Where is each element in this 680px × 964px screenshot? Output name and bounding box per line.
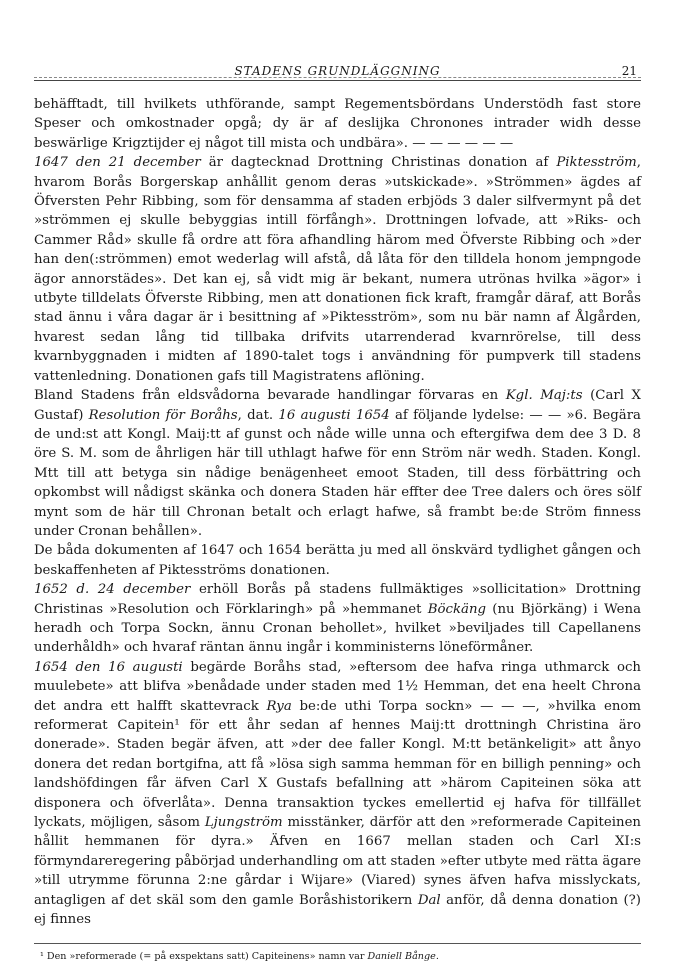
footnote xyxy=(34,950,641,964)
text-run: erhöll Borås på stadens fullmäktiges »sollicitation» Drottning Christinas »Resolution och Förklaringh» på »hemmanet xyxy=(34,582,641,617)
text-run: anför, då denna donation (?) ej finnes xyxy=(34,892,641,928)
footnote-text-after: . xyxy=(435,951,439,963)
body-text xyxy=(34,95,641,929)
paragraph xyxy=(34,658,641,930)
text-run: Bland Stadens från eldsvådorna bevarade handlingar förvaras en xyxy=(34,388,506,404)
page xyxy=(34,58,641,964)
paragraph xyxy=(34,153,641,386)
footnote-text-before: Den »reformerade (= på exspektans satt) Capiteinens» namn var xyxy=(43,951,368,963)
footnote-marker: ¹ xyxy=(40,951,44,963)
footnote-name: Daniell Bånge xyxy=(367,951,436,963)
footnote-divider xyxy=(34,943,641,944)
italic-text: Piktesström xyxy=(556,155,637,171)
text-run: misstänker, därför att den »reformerade Capiteinen hållit hemmanen för dyra.» Äfven en 1667 mellan staden och Carl XI:s förmyndareregering påbörjad underhandling om att staden »efter utbyte med rätta ägare »till utrymme förunna 2:ne gårdar i Wijare» (Viared) synes äfven hafva misslyckats, antagligen af det skäl som den gamle Boråshistorikern xyxy=(34,815,641,908)
italic-text: Rya xyxy=(266,698,292,714)
paragraph xyxy=(34,95,641,153)
running-header xyxy=(34,58,641,81)
italic-text: 16 augusti 1654 xyxy=(278,407,390,423)
italic-text: Resolution för Boråhs xyxy=(88,407,238,423)
paragraph xyxy=(34,580,641,658)
italic-text: 1652 d. 24 december xyxy=(34,582,191,598)
paragraph xyxy=(34,386,641,541)
running-title: STADENS GRUNDLÄGGNING xyxy=(234,64,441,78)
page-number: 21 xyxy=(621,64,637,78)
text-run: behäfftadt, till hvilkets uthförande, sampt Regementsbördans Understödh fast store Speser och omkostnader opgå; dy är af deslijka Chronones intrader widh desse beswärlige Krigztijder ej något till mista och undbära». — — — — — — xyxy=(34,97,641,151)
italic-text: 1654 den 16 augusti xyxy=(34,659,183,675)
text-run: (Carl X Gustaf) xyxy=(34,388,642,423)
paragraph xyxy=(34,541,641,580)
text-run: begärde Boråhs stad, »eftersom dee hafva ringa uthmarck och muulebete» att blifva »benådade under staden med 1½ Hemman, det ena heelt Chrona det andra ett halfft skattevrack xyxy=(34,659,641,714)
italic-text: Dal xyxy=(417,892,441,908)
text-run: af följande lydelse: — — »6. Begära de und:st att Kongl. Maij:tt af gunst och nåde wille unna och eftergifwa dem dee 3 D. 8 öre S. M. som de åhrligen här till uthlagt hafwe för enn Ström när wedh. Staden. Kongl. Mtt till att betyga sin nådige benägenheet emoot Staden, till dess förbättring och opkombst will nådigst skänka och donera Staden här effter dee Tree dalers och öres sölf mynt som de här till Chronan betalt och erlagt hafwe, så frambt be:de Ström finness under Cronan behållen». xyxy=(34,407,641,539)
header-ornamental-rule xyxy=(34,77,641,78)
italic-text: Ljungström xyxy=(204,815,283,831)
text-run: är dagtecknad Drottning Christinas donation af xyxy=(200,155,557,171)
italic-text: Böckäng xyxy=(427,601,487,617)
text-run: , dat. xyxy=(237,407,279,423)
text-run: De båda dokumenten af 1647 och 1654 berätta ju med all önskvärd tydlighet gången och beskaffenheten af Piktesströms donationen. xyxy=(34,543,641,578)
italic-text: 1647 den 21 december xyxy=(34,155,201,171)
text-run: (nu Björkäng) i Wena heradh och Torpa Sockn, ännu Cronan behollet», hvilket »beviljades till Capellanens underhåldh» och hvaraf räntan ännu ingår i komministerns löneförmåner. xyxy=(34,601,641,656)
italic-text: Kgl. Maj:ts xyxy=(505,388,583,404)
text-run: be:de uthi Torpa sockn» — — —, »hvilka enom reformerat Capitein¹ för ett åhr sedan af hennes Maij:tt drottningh Christina äro donerade». Staden begär äfven, att »der dee faller Kongl. M:tt betänkeligit» att ånyo donera det redan bortgifna, att få »lösa sigh samma hemman för en billigh penning» och landshöfdingen får äfven Carl X Gustafs befallning att »härom Capiteinen söka att disponera och öfverlåta». Denna transaktion tyckes emellertid ej hafva för tillfället lyckats, möjligen, såsom xyxy=(34,698,642,831)
text-run: , hvarom Borås Borgerskap anhållit genom deras »utskickade». »Strömmen» ägdes af Öfversten Pehr Ribbing, som för densamma af staden erbjöds 3 daler silfvermynt på det »strömmen ej skulle bebyggias intill förfångh». Drottningen lofvade, att »Riks- och Cammer Råd» skulle få ordre att föra afhandling härom med Öfverste Ribbing och »der han den(:strömmen) emot wederlag will afstå, då låta för den tilldela honom jempngode ägor annorstädes». Det kan ej, så vidt mig är bekant, numera utrönas hvilka »ägor» i utbyte tilldelats Öfverste Ribbing, men att donationen fick kraft, framgår däraf, att Borås stad ännu i våra dagar är i besittning af »Piktesström», som nu bär namn af Ålgården, hvarest sedan lång tid tillbaka drifvits utarrenderad kvarnrörelse, till dess kvarnbyggnaden i midten af 1890-talet togs i användning för pumpverk till stadens vattenledning. Donationen gafs till Magistratens aflöning. xyxy=(34,155,642,384)
